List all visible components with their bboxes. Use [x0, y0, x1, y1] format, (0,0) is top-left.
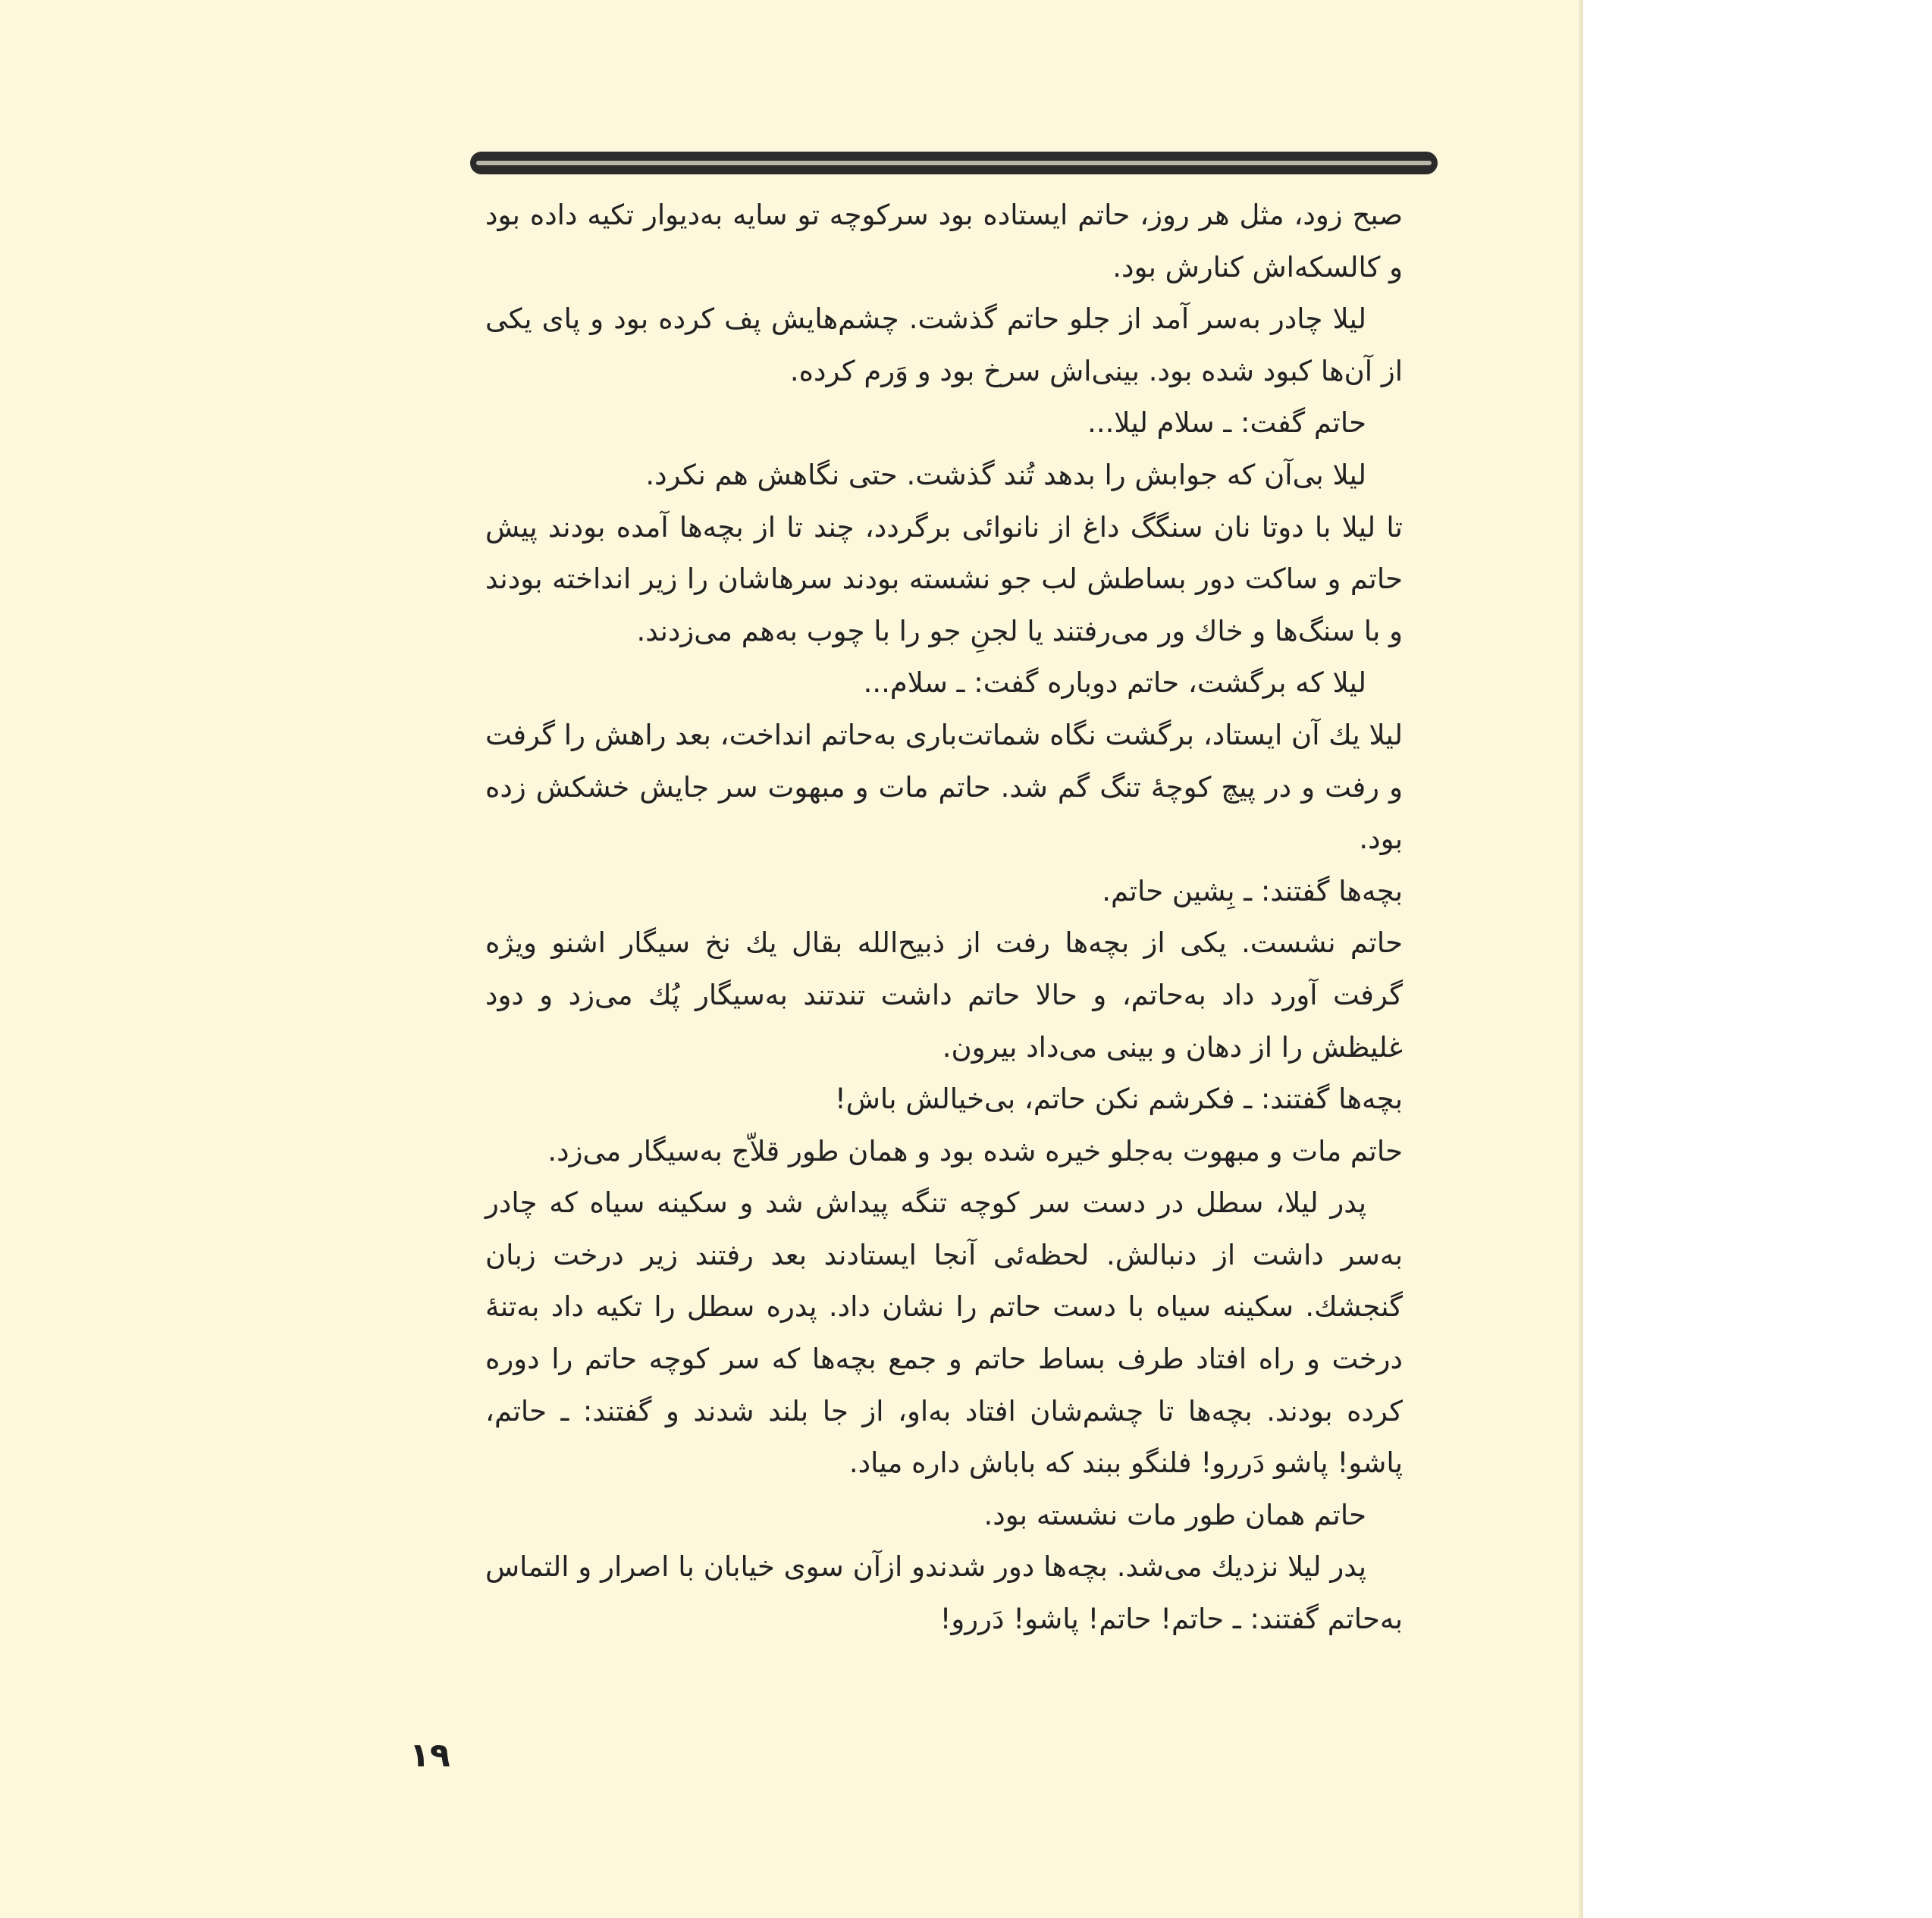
page-number: ۱۹ — [409, 1736, 450, 1775]
paragraph: بچه‌ها گفتند: ـ فکرشم نکن حاتم، بی‌خیالش باش! — [834, 1083, 1403, 1116]
paragraph: حاتم مات و مبهوت به‌جلو خیره شده بود و همان طور قلاّج به‌سیگار می‌زد. — [547, 1134, 1403, 1167]
paragraph: حاتم همان طور مات نشسته بود. — [983, 1498, 1366, 1531]
paragraph: صبح زود، مثل هر روز، حاتم ایستاده بود سرکوچه تو سایه به‌دیوار تکیه داده بود و کالسکه‌اش کنارش بود. — [485, 199, 1403, 284]
paragraph: حاتم گفت: ـ سلام لیلا... — [1087, 406, 1366, 440]
paragraph: لیلا چادر به‌سر آمد از جلو حاتم گذشت. چشم‌هایش پف کرده بود و پای یکی از آن‌ها کبود شده بود. بینی‌اش سرخ بود و وَرم کرده. — [485, 302, 1403, 387]
paragraph: بچه‌ها گفتند: ـ بِشین حاتم. — [1102, 874, 1403, 907]
header-rule — [470, 152, 1438, 174]
paragraph: پدر لیلا نزدیك می‌شد. بچه‌ها دور شدندو ازآن سوی خیابان با اصرار و التماس به‌حاتم گفتند: ـ حاتم! حاتم! پاشو! دَررو! — [485, 1550, 1403, 1636]
paragraph: حاتم نشست. یکی از بچه‌ها رفت از ذبیح‌الله بقال یك نخ سیگار اشنو ویژه گرفت آورد داد به‌حاتم، و حالا حاتم داشت تندتند به‌سیگار پُك می‌زد و دود غلیظش را از دهان و بینی می‌داد بیرون. — [485, 926, 1403, 1064]
paragraph: لیلا بی‌آن که جوابش را بدهد تُند گذشت. حتی نگاهش هم نکرد. — [645, 458, 1366, 491]
paragraph: تا لیلا با دوتا نان سنگگ داغ از نانوائی برگردد، چند تا از بچه‌ها آمده بودند پیش حاتم و ساکت دور بساطش لب جو نشسته بودند سرهاشان را زیر انداخته بودند و با سنگ‌ها و خاك ور می‌رفتند یا لجنِ جو را با چوب به‌هم می‌زدند. — [485, 510, 1403, 647]
paragraph: لیلا یك آن ایستاد، برگشت نگاه شماتت‌باری به‌حاتم انداخت، بعد راهش را گرفت و رفت و در پیچ کوچهٔ تنگ گم شد. حاتم مات و مبهوت سر جایش خشکش زده بود. — [485, 718, 1403, 856]
paragraph: لیلا که برگشت، حاتم دوباره گفت: ـ سلام... — [863, 666, 1366, 700]
paragraph: پدر لیلا، سطل در دست سر کوچه تنگه پیداش شد و سکینه سیاه که چادر به‌سر داشت از دنبالش. لحظه‌ئی آنجا ایستادند بعد رفتند زیر درخت زبان گنجشك. سکینه سیاه با دست حاتم را نشان داد. پدره سطل را تکیه داد به‌تنهٔ درخت و راه افتاد طرف بساط حاتم و جمع بچه‌ها که سر کوچه حاتم را دوره کرده بودند. بچه‌ها تا چشم‌شان افتاد به‌او، از جا بلند شدند و گفتند: ـ حاتم، پاشو! پاشو دَررو! فلنگو ببند که باباش داره میاد. — [485, 1186, 1403, 1480]
header-rule-inner — [476, 161, 1432, 165]
body-text — [485, 190, 1403, 1646]
